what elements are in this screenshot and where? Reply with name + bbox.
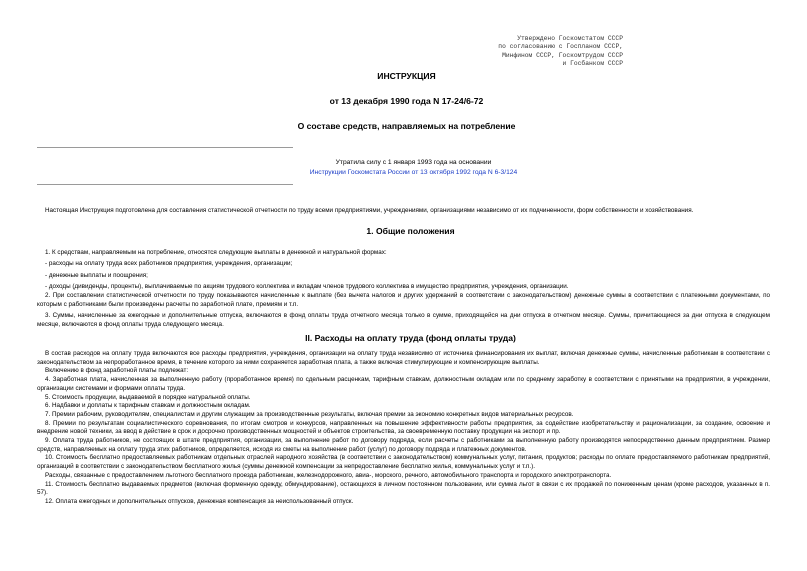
paragraph: Включению в фонд заработной платы подлежат: — [45, 367, 189, 375]
approval-line: Минфином СССР, Госкомтрудом СССР — [502, 51, 623, 59]
document-date-number: от 13 декабря 1990 года N 17-24/6-72 — [329, 96, 484, 106]
lapse-note: Утратила силу с 1 января 1993 года на основании — [335, 159, 492, 166]
section-2-body — [37, 350, 770, 507]
intro-paragraph: Настоящая Инструкция подготовлена для составления статистической отчетности по труду всеми предприятиями, учреждениями, организациями независимо от их подчиненности, форм собственности и хозяйствования. — [45, 207, 694, 214]
paragraph: 4. Заработная плата, начисленная за выполненную работу (проработанное время) по сдельным расценкам, тарифным ставкам, должностным окладам или по среднему заработку в соответствии с принятыми на предприятии, в учреждении, организации системами и формами оплаты труда. — [37, 376, 770, 392]
paragraph: 6. Надбавки и доплаты к тарифным ставкам и должностным окладам. — [45, 402, 251, 410]
lapse-reference-link[interactable]: Инструкции Госкомстата России от 13 октября 1992 года N 6-3/124 — [309, 169, 518, 176]
paragraph: - денежные выплаты и поощрения; — [45, 271, 148, 279]
paragraph: 11. Стоимость бесплатно выдаваемых предметов (включая форменную одежду, обмундирование), остающихся в личном постоянном пользовании, или сумма льгот в связи с их продажей по пониженным ценам (кроме расходов, указанных в п. 57). — [37, 480, 770, 497]
paragraph: - расходы на оплату труда всех работников предприятия, учреждения, организации; — [45, 260, 293, 268]
section-1-body — [37, 247, 770, 330]
paragraph: В состав расходов на оплату труда включаются все расходы предприятия, учреждения, организации на оплату труда независимо от источника финансирования их выплат, включая денежные суммы, начисленные работникам в соответствии с законодательством за непроработанное время, в течение которого за ними сохраняется заработная плата, а также включая стимулирующие и компенсирующие выплаты. — [37, 350, 770, 366]
approval-line: Утверждено Госкомстатом СССР — [517, 35, 623, 42]
intro-block — [37, 207, 770, 216]
paragraph: - доходы (дивиденды, проценты), выплачиваемые по акциям трудового коллектива и вкладам членов трудового коллектива в имущество предприятия, учреждения, организации. — [45, 282, 569, 290]
paragraph: 2. При составлении статистической отчетности по труду показываются начисленные к выплате (без вычета налогов и других удержаний в соответствии с законодательством) денежные суммы в соответствии с платежными документами, по которым с работниками были произведены расчеты по заработной плате, премиям и т.п. — [37, 292, 770, 308]
paragraph: 7. Премии рабочим, руководителям, специалистам и другим служащим за производственные результаты, включая премии за экономию конкретных видов материальных ресурсов. — [45, 410, 574, 418]
paragraph: 8. Премии по результатам социалистического соревнования, по итогам смотров и конкурсов, направленных на повышение эффективности работы предприятия, за содействие изобретательству и рационализации, за создание, освоение и внедрение новой техники, за ввод в действие в срок и досрочно производственных мощностей и объектов строительства, за своевременную поставку продукции на экспорт и пр. — [37, 419, 770, 436]
paragraph: 3. Суммы, начисленные за ежегодные и дополнительные отпуска, включаются в фонд оплаты труда отчетного месяца только в сумме, приходящейся на дни отпуска в отчетном месяце. Суммы, причитающиеся за дни отпуска в следующем месяце, включаются в фонд оплаты труда следующего месяца. — [37, 312, 770, 329]
paragraph: 12. Оплата ежегодных и дополнительных отпусков, денежная компенсация за неиспользованный отпуск. — [45, 497, 354, 505]
section-2-heading: II. Расходы на оплату труда (фонд оплаты труда) — [305, 333, 516, 343]
approval-line: по согласованию с Госпланом СССР, — [498, 43, 623, 51]
approval-stamp — [498, 35, 623, 68]
divider-bottom — [37, 184, 293, 185]
approval-line: и Госбанком СССР — [562, 59, 623, 67]
document-subject: О составе средств, направляемых на потребление — [297, 121, 516, 131]
paragraph: 10. Стоимость бесплатно предоставляемых работникам отдельных отраслей народного хозяйства (в соответствии с законодательством) коммунальных услуг, питания, продуктов; расходы по оплате предоставляемого работникам предприятий, организаций в соответствии с законодательством бесплатного жилья (суммы денежной компенсации за непредоставление бесплатно жилья, коммунальных услуг и т.п.). — [37, 454, 770, 471]
paragraph: 1. К средствам, направляемым на потребление, относятся следующие выплаты в денежной и натуральной формах: — [45, 249, 387, 256]
paragraph: Расходы, связанные с предоставлением льготного бесплатного проезда работникам, железнодорожного, авиа-, морского, речного, автомобильного транспорта и городского электротранспорта. — [45, 471, 612, 479]
divider-top — [37, 147, 293, 148]
document-title: ИНСТРУКЦИЯ — [377, 71, 436, 81]
paragraph: 9. Оплата труда работников, не состоящих в штате предприятия, организации, за выполнение работ по договору подряда, если расчеты с работниками за выполненную работу производятся непосредственно данным предприятием. Размер средств, направляемых на оплату труда этих работников, определяется, исходя из сметы на выполнение работ (услуг) по договору подряда и платежных документов. — [37, 437, 770, 453]
paragraph: 5. Стоимость продукции, выдаваемой в порядке натуральной оплаты. — [45, 393, 251, 401]
section-1-heading: 1. Общие положения — [366, 226, 455, 236]
